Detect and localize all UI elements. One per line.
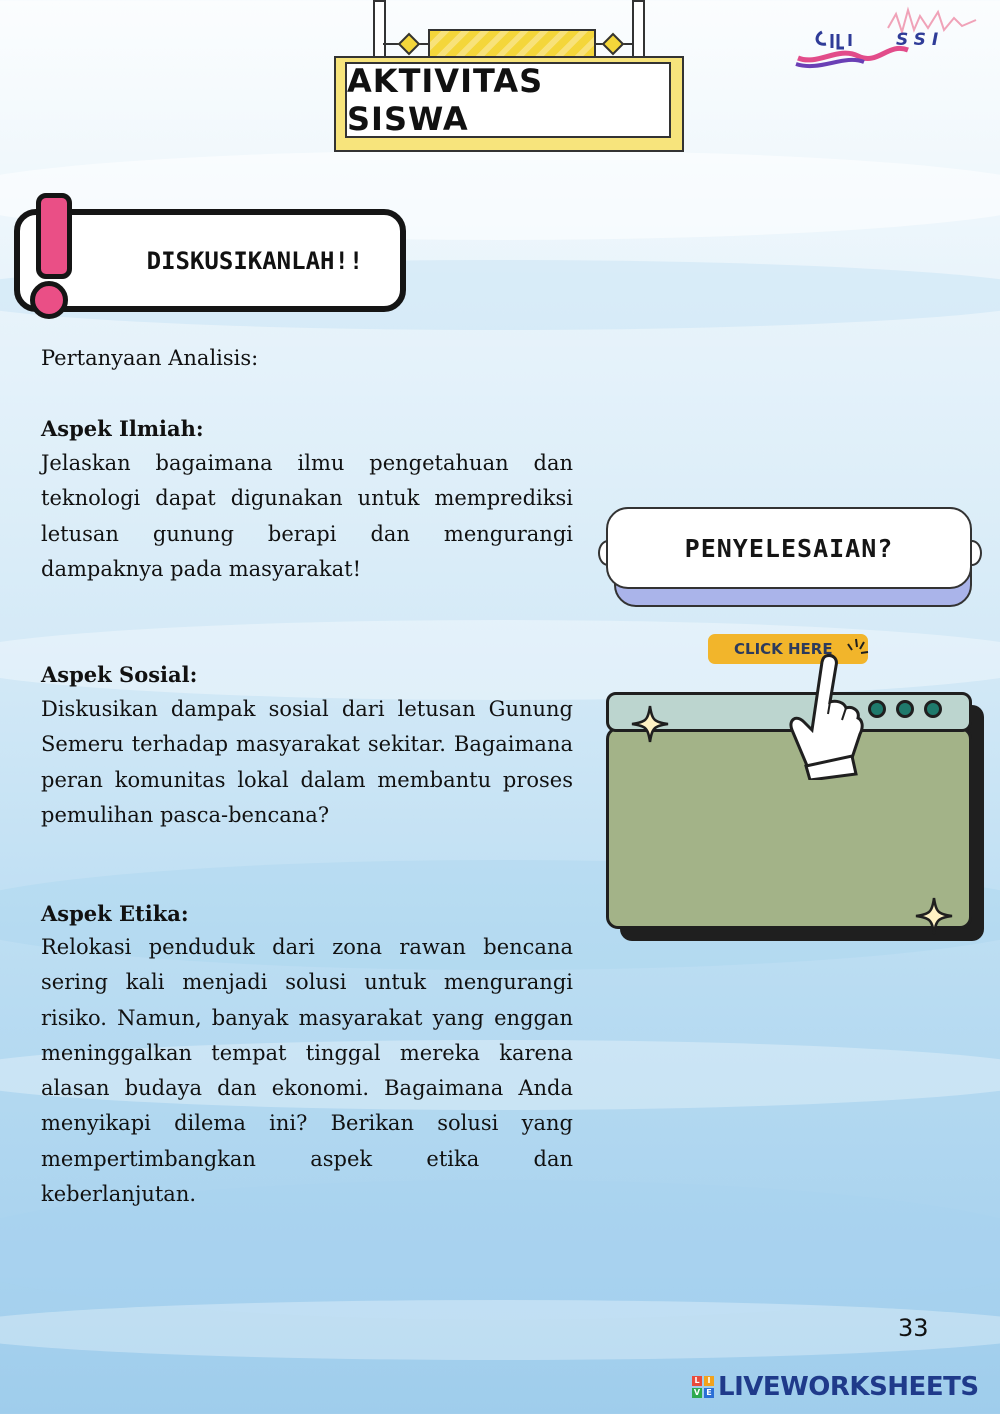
discussion-banner — [14, 209, 406, 312]
window-dot-icon — [924, 700, 942, 718]
sparkle-icon — [914, 896, 954, 936]
brand-logo — [788, 6, 988, 74]
sign-inner — [345, 62, 671, 138]
section-heading: Aspek Ilmiah: — [41, 416, 204, 441]
exclamation-dot-icon — [30, 281, 68, 319]
logo-text: SSI — [896, 30, 945, 50]
sign-diamond — [602, 33, 625, 56]
section-body: Jelaskan bagaimana ilmu pengetahuan dan teknologi dapat digunakan untuk memprediksi letusan gunung berapi dan mengurangi dampaknya pada masyarakat! — [41, 451, 573, 581]
liveworksheets-logo-icon — [692, 1376, 714, 1398]
section-heading: Aspek Sosial: — [41, 662, 198, 687]
brand-letter: L — [692, 1376, 702, 1386]
brand-letter: V — [693, 1388, 701, 1397]
intro-text: Pertanyaan Analisis: — [41, 346, 259, 370]
bg-wash — [0, 1300, 1000, 1360]
liveworksheets-text[interactable]: LIVEWORKSHEETS — [718, 1372, 979, 1402]
section-heading: Aspek Etika: — [41, 901, 189, 926]
window-dot-icon — [868, 700, 886, 718]
brand-letter: I — [704, 1376, 714, 1386]
solution-banner — [606, 507, 972, 589]
solution-label: PENYELESAIAN? — [684, 533, 894, 563]
section-body: Relokasi penduduk dari zona rawan bencana sering kali menjadi solusi untuk mengurangi risiko. Namun, banyak masyarakat yang enggan meninggalkan tempat tinggal mereka karena alasan budaya dan ekonomi. Bagaimana Anda menyikapi dilema ini? Berikan solusi yang mempertimbangkan aspek etika dan keberlanjutan. — [41, 935, 573, 1207]
page-number: 33 — [898, 1314, 929, 1342]
section-body: Diskusikan dampak sosial dari letusan Gunung Semeru terhadap masyarakat sekitar. Bagaimana peran komunitas lokal dalam membantu proses pemulihan pasca-bencana? — [41, 697, 573, 827]
click-here-button[interactable]: CLICK HERE — [708, 634, 868, 664]
sign-diamond — [398, 33, 421, 56]
discussion-label: DISKUSIKANLAH!! — [146, 246, 364, 275]
exclamation-icon — [36, 193, 72, 279]
sparkle-icon — [630, 704, 670, 744]
liveworksheets-brand — [692, 1372, 979, 1402]
window-dot-icon — [896, 700, 914, 718]
pointing-hand-icon — [778, 650, 864, 780]
brand-letter: E — [704, 1388, 714, 1398]
page-title: AKTIVITAS SISWA — [347, 62, 544, 138]
